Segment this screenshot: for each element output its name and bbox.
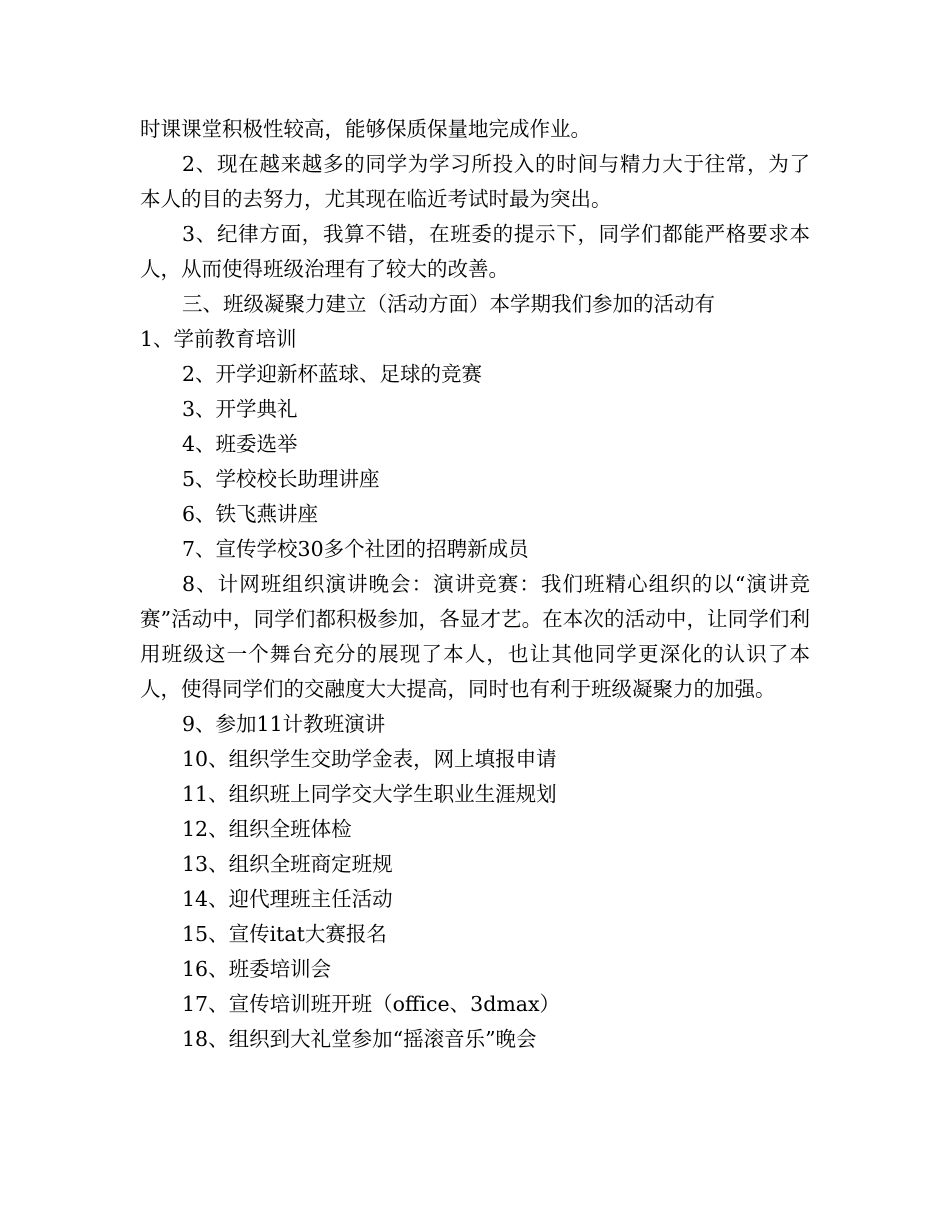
continuation-line: 时课课堂积极性较高，能够保质保量地完成作业。 [140, 117, 591, 141]
paragraph-2: 2、现在越来越多的同学为学习所投入的时间与精力大于往常，为了本人的目的去努力，尤其现在临近考试时最为突出。 [140, 152, 810, 211]
list-item: 13、组织全班商定班规 [182, 852, 393, 876]
list-item: 3、开学典礼 [182, 397, 298, 421]
document-body [140, 112, 810, 1057]
paragraph-8: 8、计网班组织演讲晚会：演讲竞赛：我们班精心组织的以“演讲竞赛”活动中，同学们都积极参加，各显才艺。在本次的活动中，让同学们利用班级这一个舞台充分的展现了本人，也让其他同学更深化的认识了本人，使得同学们的交融度大大提高，同时也有利于班级凝聚力的加强。 [140, 572, 810, 701]
list-item: 16、班委培训会 [182, 957, 332, 981]
list-item: 14、迎代理班主任活动 [182, 887, 393, 911]
list-item: 4、班委选举 [182, 432, 298, 456]
list-item: 6、铁飞燕讲座 [182, 502, 319, 526]
section-heading: 三、班级凝聚力建立（活动方面）本学期我们参加的活动有 [182, 292, 715, 316]
list-item: 17、宣传培训班开班（office、3dmax） [182, 992, 561, 1016]
list-item: 18、组织到大礼堂参加“摇滚音乐”晚会 [182, 1027, 537, 1051]
list-item: 7、宣传学校30多个社团的招聘新成员 [182, 537, 529, 561]
paragraph-3: 3、纪律方面，我算不错，在班委的提示下，同学们都能严格要求本人，从而使得班级治理有了较大的改善。 [140, 222, 810, 281]
list-item: 11、组织班上同学交大学生职业生涯规划 [182, 782, 557, 806]
list-item: 2、开学迎新杯蓝球、足球的竞赛 [182, 362, 483, 386]
list-item: 10、组织学生交助学金表，网上填报申请 [182, 747, 557, 771]
list-item-1: 1、学前教育培训 [140, 327, 297, 351]
list-item: 15、宣传itat大赛报名 [182, 922, 387, 946]
list-item: 5、学校校长助理讲座 [182, 467, 380, 491]
list-item: 9、参加11计教班演讲 [182, 712, 386, 736]
list-item: 12、组织全班体检 [182, 817, 352, 841]
